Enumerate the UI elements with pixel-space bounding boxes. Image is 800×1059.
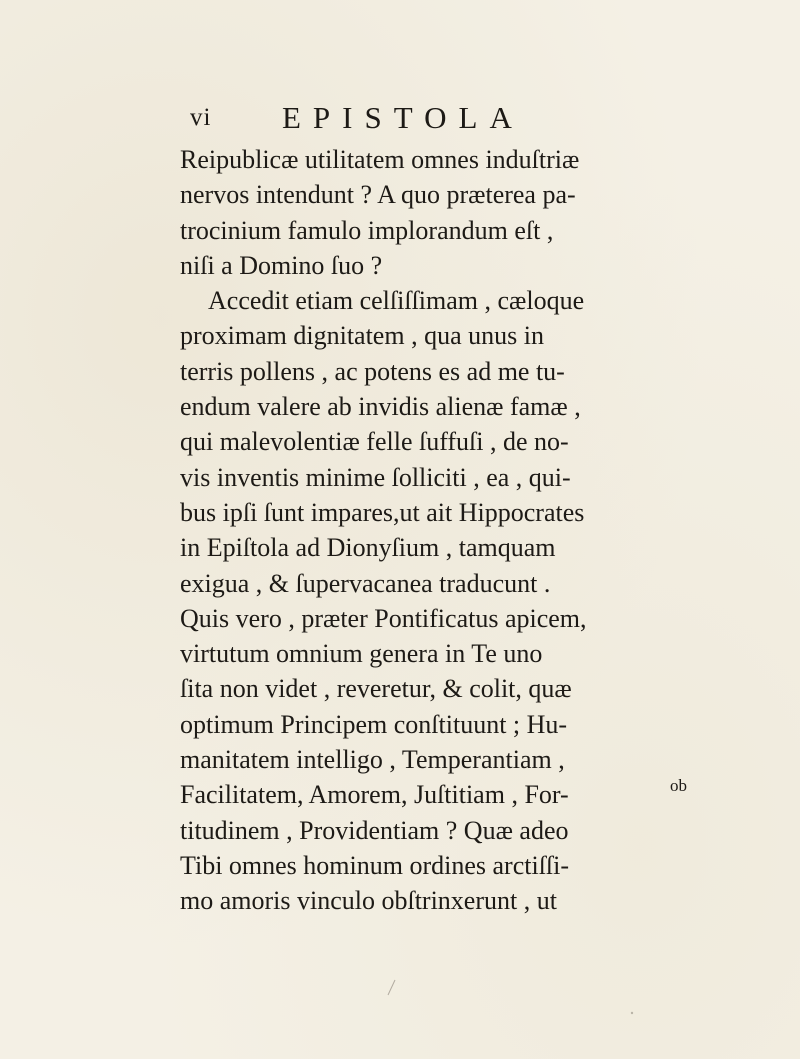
text-line: exigua , & ſupervacanea traducunt . bbox=[180, 568, 551, 598]
page-number: vi bbox=[190, 104, 212, 131]
text-line: Tibi omnes hominum ordines arctiſſi- bbox=[180, 850, 570, 880]
text-line: trocinium famulo implorandum eſt , bbox=[180, 215, 554, 245]
text-line: manitatem intelligo , Temperantiam , bbox=[180, 745, 565, 775]
text-line: Reipublicæ utilitatem omnes induſtriæ bbox=[180, 145, 580, 174]
text-line: virtutum omnium genera in Te uno bbox=[180, 639, 543, 669]
text-line: endum valere ab invidis alienæ famæ , bbox=[180, 392, 581, 422]
text-line: qui malevolentiæ felle ſuffuſi , de no- bbox=[180, 427, 569, 457]
text-line: nervos intendunt ? A quo præterea pa- bbox=[180, 180, 576, 210]
text-line: niſi a Domino ſuo ? bbox=[180, 250, 383, 280]
text-line: Facilitatem, Amorem, Juſtitiam , For- bbox=[180, 780, 569, 810]
body-text bbox=[180, 142, 720, 919]
catchword: ob bbox=[670, 776, 687, 795]
text-line: vis inventis minime ſolliciti , ea , qui- bbox=[180, 462, 571, 492]
text-line: mo amoris vinculo obſtrinxerunt , ut bbox=[180, 886, 557, 916]
text-line: in Epiſtola ad Dionyſium , tamquam bbox=[180, 533, 556, 563]
text-line: Quis vero , præter Pontificatus apicem, bbox=[180, 603, 587, 633]
text-line: proximam dignitatem , qua unus in bbox=[180, 321, 544, 351]
running-head bbox=[190, 100, 710, 140]
text-line: ſita non videt , reveretur, & colit, quæ bbox=[180, 674, 572, 704]
text-line: Accedit etiam celſiſſimam , cæloque bbox=[208, 286, 585, 316]
text-line: titudinem , Providentiam ? Quæ adeo bbox=[180, 815, 569, 845]
text-line: bus ipſi ſunt impares,ut ait Hippocrates bbox=[180, 497, 585, 527]
text-line: terris pollens , ac potens es ad me tu- bbox=[180, 356, 565, 386]
text-line: optimum Principem conſtituunt ; Hu- bbox=[180, 709, 568, 739]
header-title: EPISTOLA bbox=[282, 100, 524, 135]
